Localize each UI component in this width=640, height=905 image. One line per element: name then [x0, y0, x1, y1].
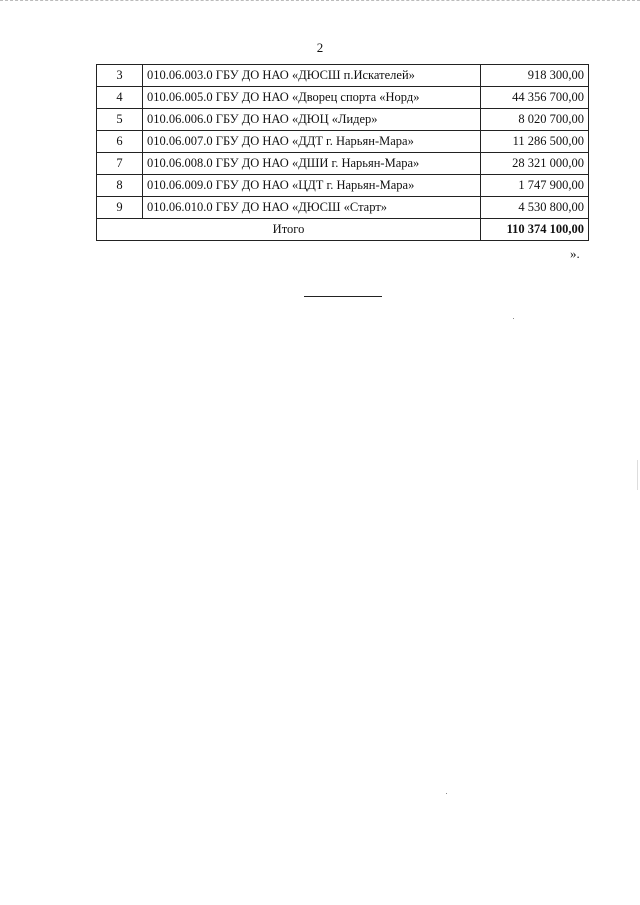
table-row	[97, 197, 589, 219]
row-number: 9	[97, 197, 143, 219]
row-description: 010.06.005.0 ГБУ ДО НАО «Дворец спорта «Норд»	[143, 87, 481, 109]
table-row	[97, 153, 589, 175]
table-row	[97, 175, 589, 197]
table-row	[97, 131, 589, 153]
row-amount: 44 356 700,00	[481, 87, 589, 109]
row-amount: 28 321 000,00	[481, 153, 589, 175]
scan-speck	[637, 460, 638, 490]
row-amount: 918 300,00	[481, 65, 589, 87]
row-description: 010.06.007.0 ГБУ ДО НАО «ДДТ г. Нарьян-Мара»	[143, 131, 481, 153]
page-number: 2	[316, 40, 324, 55]
row-number: 3	[97, 65, 143, 87]
row-number: 8	[97, 175, 143, 197]
row-amount: 1 747 900,00	[481, 175, 589, 197]
scan-speck	[513, 318, 514, 319]
row-amount: 11 286 500,00	[481, 131, 589, 153]
total-label: Итого	[97, 219, 481, 241]
allocation-table	[96, 64, 589, 241]
scan-speck	[446, 793, 447, 794]
closing-quote-mark: ».	[570, 246, 580, 261]
row-description: 010.06.006.0 ГБУ ДО НАО «ДЮЦ «Лидер»	[143, 109, 481, 131]
total-row	[97, 219, 589, 241]
row-description: 010.06.010.0 ГБУ ДО НАО «ДЮСШ «Старт»	[143, 197, 481, 219]
row-number: 7	[97, 153, 143, 175]
row-description: 010.06.008.0 ГБУ ДО НАО «ДШИ г. Нарьян-Мара»	[143, 153, 481, 175]
row-number: 4	[97, 87, 143, 109]
row-amount: 4 530 800,00	[481, 197, 589, 219]
scan-edge	[0, 0, 640, 3]
table-row	[97, 87, 589, 109]
row-amount: 8 020 700,00	[481, 109, 589, 131]
row-number: 6	[97, 131, 143, 153]
row-description: 010.06.009.0 ГБУ ДО НАО «ЦДТ г. Нарьян-Мара»	[143, 175, 481, 197]
total-amount: 110 374 100,00	[481, 219, 589, 241]
row-description: 010.06.003.0 ГБУ ДО НАО «ДЮСШ п.Искателей»	[143, 65, 481, 87]
table-row	[97, 109, 589, 131]
row-number: 5	[97, 109, 143, 131]
table-row	[97, 65, 589, 87]
end-of-document-line	[304, 296, 382, 297]
